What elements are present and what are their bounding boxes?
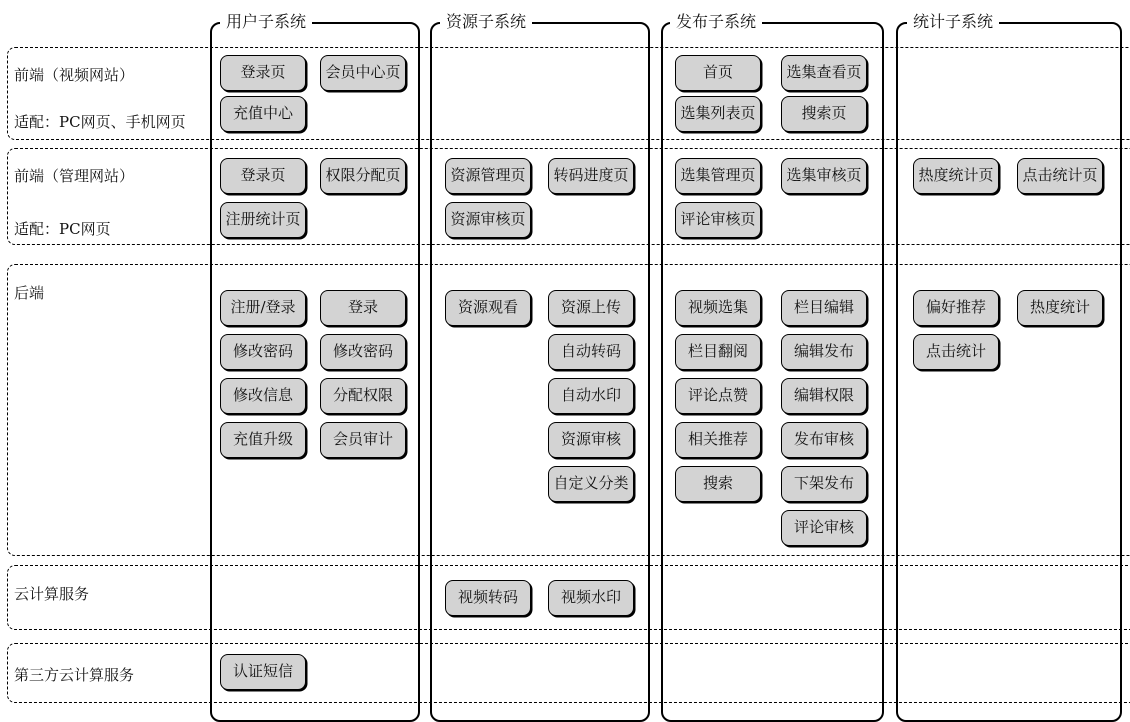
box-be-pub-related-recommend: 相关推荐: [675, 422, 761, 458]
box-be-user-change-password: 修改密码: [220, 334, 306, 370]
box-be-res-watch: 资源观看: [445, 290, 531, 326]
box-cloud-video-transcode: 视频转码: [445, 580, 531, 616]
box-fa-res-review: 资源审核页: [445, 202, 531, 238]
box-fa-user-login: 登录页: [220, 158, 306, 194]
box-be-pub-video-collection: 视频选集: [675, 290, 761, 326]
box-fa-user-reg-stats: 注册统计页: [220, 202, 306, 238]
column-title-stats: 统计子系统: [907, 8, 999, 36]
box-be-pub-publish-review: 发布审核: [781, 422, 867, 458]
box-be-pub-comment-review: 评论审核: [781, 510, 867, 546]
box-be-user-change-password-2: 修改密码: [320, 334, 406, 370]
box-be-stats-click: 点击统计: [913, 334, 999, 370]
box-be-res-upload: 资源上传: [548, 290, 634, 326]
box-be-pub-edit-permission: 编辑权限: [781, 378, 867, 414]
box-fv-pub-collection-view: 选集查看页: [781, 55, 867, 91]
box-be-res-review: 资源审核: [548, 422, 634, 458]
box-be-pub-unpublish: 下架发布: [781, 466, 867, 502]
box-fa-res-transcode-progress: 转码进度页: [548, 158, 634, 194]
column-title-publish: 发布子系统: [670, 8, 762, 36]
row-adapt-front-admin: 适配：PC网页: [14, 220, 111, 238]
box-fv-pub-search: 搜索页: [781, 96, 867, 132]
row-label-backend: 后端: [14, 284, 45, 302]
box-fv-pub-home: 首页: [675, 55, 761, 91]
box-be-pub-edit-publish: 编辑发布: [781, 334, 867, 370]
box-be-pub-comment-like: 评论点赞: [675, 378, 761, 414]
box-be-stats-preference: 偏好推荐: [913, 290, 999, 326]
box-be-user-register-login: 注册/登录: [220, 290, 306, 326]
box-fv-user-login: 登录页: [220, 55, 306, 91]
row-label-cloud: 云计算服务: [14, 585, 90, 603]
box-fa-stats-heat: 热度统计页: [913, 158, 999, 194]
box-cloud-video-watermark: 视频水印: [548, 580, 634, 616]
box-be-res-custom-category: 自定义分类: [548, 466, 634, 502]
column-title-resource: 资源子系统: [440, 8, 532, 36]
box-fa-user-permission: 权限分配页: [320, 158, 406, 194]
box-fv-user-recharge: 充值中心: [220, 96, 306, 132]
box-be-pub-search: 搜索: [675, 466, 761, 502]
box-fa-pub-comment-review: 评论审核页: [675, 202, 761, 238]
row-label-third-cloud: 第三方云计算服务: [14, 666, 135, 684]
row-label-front-admin: 前端（管理网站）: [14, 167, 135, 185]
box-be-user-member-audit: 会员审计: [320, 422, 406, 458]
box-be-res-auto-transcode: 自动转码: [548, 334, 634, 370]
row-third-cloud-frame: [7, 643, 1130, 703]
box-be-pub-column-browse: 栏目翻阅: [675, 334, 761, 370]
box-be-stats-heat: 热度统计: [1017, 290, 1103, 326]
box-be-user-edit-info: 修改信息: [220, 378, 306, 414]
box-fv-pub-collection-list: 选集列表页: [675, 96, 761, 132]
column-title-user: 用户子系统: [220, 8, 312, 36]
row-adapt-front-video: 适配：PC网页、手机网页: [14, 113, 186, 131]
box-fa-res-manage: 资源管理页: [445, 158, 531, 194]
box-fv-user-member-center: 会员中心页: [320, 55, 406, 91]
box-fa-stats-click: 点击统计页: [1017, 158, 1103, 194]
box-be-user-recharge-upgrade: 充值升级: [220, 422, 306, 458]
row-label-front-video: 前端（视频网站）: [14, 66, 135, 84]
box-be-user-assign-permission: 分配权限: [320, 378, 406, 414]
box-fa-pub-collection-review: 选集审核页: [781, 158, 867, 194]
box-fa-pub-collection-manage: 选集管理页: [675, 158, 761, 194]
box-be-res-auto-watermark: 自动水印: [548, 378, 634, 414]
box-be-pub-column-edit: 栏目编辑: [781, 290, 867, 326]
box-third-auth-sms: 认证短信: [220, 654, 306, 690]
box-be-user-login: 登录: [320, 290, 406, 326]
